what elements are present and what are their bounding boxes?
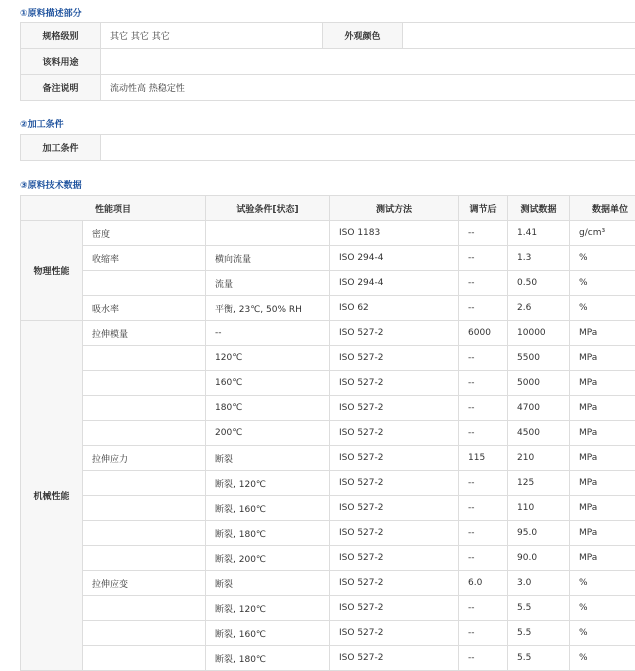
value-cell: 1.3 (508, 246, 570, 271)
property-cell: 吸水率 (83, 296, 206, 321)
value-cell: 1.41 (508, 221, 570, 246)
condition-cell (206, 221, 330, 246)
value-cell: 210 (508, 446, 570, 471)
property-cell (83, 521, 206, 546)
adjusted-cell: -- (459, 471, 508, 496)
adjusted-cell: 115 (459, 446, 508, 471)
unit-cell: % (570, 271, 635, 296)
property-cell: 拉伸应变 (83, 571, 206, 596)
adjusted-cell: -- (459, 271, 508, 296)
method-cell: ISO 527-2 (330, 546, 459, 571)
adjusted-cell: -- (459, 346, 508, 371)
unit-cell: g/cm³ (570, 221, 635, 246)
processing-value (101, 135, 635, 161)
use-label: 该料用途 (21, 49, 101, 75)
adjusted-cell: -- (459, 546, 508, 571)
value-cell: 95.0 (508, 521, 570, 546)
method-cell: ISO 527-2 (330, 596, 459, 621)
table-row (21, 346, 635, 371)
property-cell (83, 371, 206, 396)
method-cell: ISO 527-2 (330, 571, 459, 596)
unit-cell: MPa (570, 396, 635, 421)
unit-cell: % (570, 621, 635, 646)
description-table (20, 22, 635, 101)
group-label: 物理性能 (21, 221, 83, 321)
adjusted-cell: -- (459, 296, 508, 321)
property-cell (83, 496, 206, 521)
adjusted-cell: -- (459, 246, 508, 271)
condition-cell: 断裂, 180℃ (206, 521, 330, 546)
unit-cell: % (570, 571, 635, 596)
value-cell: 4700 (508, 396, 570, 421)
adjusted-cell: -- (459, 396, 508, 421)
table-row (21, 546, 635, 571)
table-row (21, 421, 635, 446)
value-cell: 10000 (508, 321, 570, 346)
table-row (21, 321, 635, 346)
method-cell: ISO 1183 (330, 221, 459, 246)
spec-label: 规格级别 (21, 23, 101, 49)
condition-cell: 横向流量 (206, 246, 330, 271)
unit-cell: % (570, 596, 635, 621)
adjusted-cell: -- (459, 221, 508, 246)
property-cell (83, 421, 206, 446)
property-cell (83, 346, 206, 371)
value-cell: 5.5 (508, 621, 570, 646)
section-title-tech-data: ③原料技术数据 (20, 178, 82, 191)
method-cell: ISO 527-2 (330, 396, 459, 421)
table-row (21, 621, 635, 646)
adjusted-cell: -- (459, 421, 508, 446)
condition-cell: 平衡, 23℃, 50% RH (206, 296, 330, 321)
property-cell (83, 621, 206, 646)
method-cell: ISO 527-2 (330, 421, 459, 446)
header-property: 性能项目 (21, 196, 206, 221)
value-cell: 5.5 (508, 596, 570, 621)
method-cell: ISO 527-2 (330, 471, 459, 496)
unit-cell: % (570, 246, 635, 271)
value-cell: 125 (508, 471, 570, 496)
tech-data-header-row (21, 196, 635, 221)
section-title-processing: ②加工条件 (20, 117, 64, 130)
table-row (21, 246, 635, 271)
property-cell (83, 471, 206, 496)
unit-cell: % (570, 296, 635, 321)
color-value (403, 23, 635, 49)
adjusted-cell: -- (459, 371, 508, 396)
unit-cell: % (570, 646, 635, 671)
property-cell (83, 396, 206, 421)
header-unit: 数据单位 (570, 196, 635, 221)
table-row (21, 296, 635, 321)
method-cell: ISO 527-2 (330, 321, 459, 346)
method-cell: ISO 527-2 (330, 446, 459, 471)
method-cell: ISO 294-4 (330, 246, 459, 271)
unit-cell: MPa (570, 471, 635, 496)
header-condition: 试验条件[状态] (206, 196, 330, 221)
table-row (21, 646, 635, 671)
method-cell: ISO 527-2 (330, 521, 459, 546)
method-cell: ISO 527-2 (330, 621, 459, 646)
group-label: 机械性能 (21, 321, 83, 671)
value-cell: 3.0 (508, 571, 570, 596)
unit-cell: MPa (570, 546, 635, 571)
method-cell: ISO 527-2 (330, 496, 459, 521)
unit-cell: MPa (570, 371, 635, 396)
value-cell: 2.6 (508, 296, 570, 321)
condition-cell: 断裂, 180℃ (206, 646, 330, 671)
header-value: 测试数据 (508, 196, 570, 221)
unit-cell: MPa (570, 496, 635, 521)
condition-cell: 160℃ (206, 371, 330, 396)
condition-cell: 180℃ (206, 396, 330, 421)
adjusted-cell: -- (459, 521, 508, 546)
condition-cell: 120℃ (206, 346, 330, 371)
property-cell: 密度 (83, 221, 206, 246)
value-cell: 5500 (508, 346, 570, 371)
method-cell: ISO 527-2 (330, 371, 459, 396)
property-cell: 拉伸模量 (83, 321, 206, 346)
property-cell (83, 546, 206, 571)
table-row (21, 496, 635, 521)
unit-cell: MPa (570, 421, 635, 446)
header-adjusted: 调节后 (459, 196, 508, 221)
table-row (21, 396, 635, 421)
value-cell: 5.5 (508, 646, 570, 671)
method-cell: ISO 62 (330, 296, 459, 321)
section-title-description: ①原料描述部分 (20, 6, 82, 19)
method-cell: ISO 527-2 (330, 346, 459, 371)
table-row (21, 371, 635, 396)
processing-table (20, 134, 635, 161)
unit-cell: MPa (570, 521, 635, 546)
value-cell: 110 (508, 496, 570, 521)
value-cell: 4500 (508, 421, 570, 446)
condition-cell: 断裂, 200℃ (206, 546, 330, 571)
value-cell: 5000 (508, 371, 570, 396)
property-cell: 拉伸应力 (83, 446, 206, 471)
property-cell: 收缩率 (83, 246, 206, 271)
table-row (21, 471, 635, 496)
remark-value: 流动性高 热稳定性 (101, 75, 635, 101)
condition-cell: 断裂, 160℃ (206, 621, 330, 646)
property-cell (83, 596, 206, 621)
unit-cell: MPa (570, 346, 635, 371)
condition-cell: -- (206, 321, 330, 346)
property-cell (83, 271, 206, 296)
condition-cell: 断裂 (206, 571, 330, 596)
table-row (21, 521, 635, 546)
header-method: 测试方法 (330, 196, 459, 221)
adjusted-cell: 6.0 (459, 571, 508, 596)
condition-cell: 断裂 (206, 446, 330, 471)
table-row (21, 571, 635, 596)
property-cell (83, 646, 206, 671)
adjusted-cell: -- (459, 596, 508, 621)
method-cell: ISO 294-4 (330, 271, 459, 296)
remark-label: 备注说明 (21, 75, 101, 101)
condition-cell: 断裂, 160℃ (206, 496, 330, 521)
condition-cell: 流量 (206, 271, 330, 296)
tech-data-table (20, 195, 635, 671)
use-value (101, 49, 635, 75)
color-label: 外观颜色 (323, 23, 403, 49)
condition-cell: 断裂, 120℃ (206, 471, 330, 496)
adjusted-cell: 6000 (459, 321, 508, 346)
value-cell: 0.50 (508, 271, 570, 296)
adjusted-cell: -- (459, 646, 508, 671)
unit-cell: MPa (570, 446, 635, 471)
table-row (21, 446, 635, 471)
condition-cell: 断裂, 120℃ (206, 596, 330, 621)
spec-value: 其它 其它 其它 (101, 23, 323, 49)
adjusted-cell: -- (459, 496, 508, 521)
table-row (21, 596, 635, 621)
condition-cell: 200℃ (206, 421, 330, 446)
table-row (21, 221, 635, 246)
method-cell: ISO 527-2 (330, 646, 459, 671)
value-cell: 90.0 (508, 546, 570, 571)
processing-label: 加工条件 (21, 135, 101, 161)
table-row (21, 271, 635, 296)
adjusted-cell: -- (459, 621, 508, 646)
unit-cell: MPa (570, 321, 635, 346)
